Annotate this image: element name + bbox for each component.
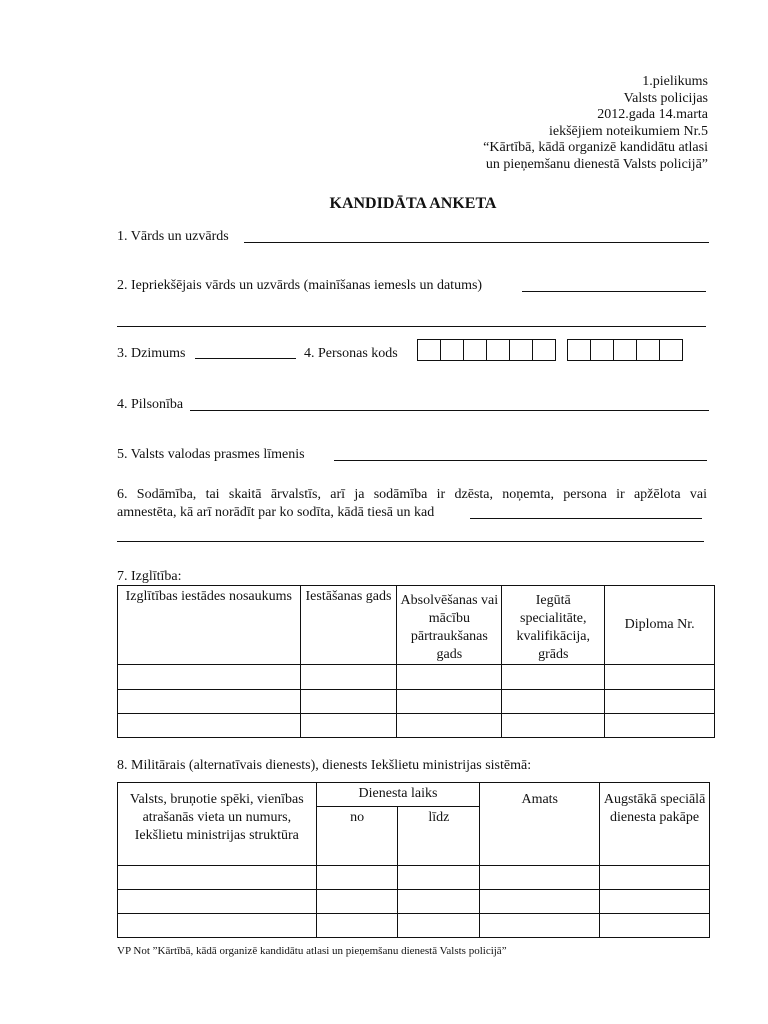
table-cell[interactable] [398, 914, 480, 938]
table-cell[interactable] [300, 714, 397, 738]
col-position-header: Amats [480, 783, 600, 866]
table-cell[interactable] [118, 665, 301, 690]
table-cell[interactable] [300, 690, 397, 714]
table-cell[interactable] [316, 866, 398, 890]
education-label: 7. Izglītība: [117, 569, 182, 584]
table-row [118, 866, 710, 890]
col-from-header: no [316, 807, 398, 866]
col-to-header: līdz [398, 807, 480, 866]
table-cell[interactable] [502, 690, 605, 714]
code-digit-box[interactable] [636, 339, 660, 361]
prev-name-label: 2. Iepriekšējais vārds un uzvārds (mainīšanas iemesls un datums) [117, 278, 483, 293]
col-diploma-header: Diploma Nr. [605, 586, 715, 665]
header-line: 1.pielikums [642, 74, 708, 89]
education-header-row [118, 586, 715, 665]
table-row [118, 714, 715, 738]
table-row [118, 665, 715, 690]
code-digit-box[interactable] [486, 339, 510, 361]
table-cell[interactable] [605, 714, 715, 738]
table-cell[interactable] [300, 665, 397, 690]
table-cell[interactable] [397, 714, 502, 738]
table-cell[interactable] [398, 866, 480, 890]
education-table [117, 585, 715, 738]
table-cell[interactable] [398, 890, 480, 914]
table-cell[interactable] [480, 866, 600, 890]
code-digit-box[interactable] [440, 339, 464, 361]
table-cell[interactable] [118, 890, 317, 914]
header-line: iekšējiem noteikumiem Nr.5 [548, 123, 708, 139]
conviction-field[interactable] [470, 518, 702, 519]
table-cell[interactable] [502, 714, 605, 738]
code-digit-box[interactable] [659, 339, 683, 361]
table-cell[interactable] [118, 866, 317, 890]
table-cell[interactable] [316, 890, 398, 914]
code-digit-box[interactable] [532, 339, 556, 361]
name-field[interactable] [244, 242, 709, 243]
table-cell[interactable] [502, 665, 605, 690]
personal-code-part1 [418, 339, 556, 361]
military-header-row [118, 783, 710, 807]
table-cell[interactable] [480, 890, 600, 914]
table-row [118, 914, 710, 938]
code-digit-box[interactable] [463, 339, 487, 361]
birth-field[interactable] [195, 358, 296, 359]
citizenship-field[interactable] [190, 410, 709, 411]
conviction-field-2[interactable] [117, 541, 704, 542]
table-cell[interactable] [316, 914, 398, 938]
language-field[interactable] [334, 460, 707, 461]
header-line: un pieņemšanu dienestā Valsts policijā” [485, 156, 708, 172]
language-label: 5. Valsts valodas prasmes līmenis [117, 447, 305, 462]
code-digit-box[interactable] [567, 339, 591, 361]
header-line: Valsts policijas [623, 90, 708, 106]
personal-code-part2 [568, 339, 683, 361]
table-cell[interactable] [605, 665, 715, 690]
military-table [117, 782, 710, 938]
table-row [118, 890, 710, 914]
conviction-label-line2: amnestēta, kā arī norādīt par ko sodīta, kādā tiesā un kad [117, 505, 435, 520]
birth-label: 3. Dzimums [117, 346, 186, 361]
code-digit-box[interactable] [417, 339, 441, 361]
table-cell[interactable] [480, 914, 600, 938]
code-digit-box[interactable] [509, 339, 533, 361]
military-label: 8. Militārais (alternatīvais dienests), dienests Iekšlietu ministrijas sistēmā: [117, 758, 532, 773]
col-specialty-header: Iegūtā specialitāte, kvalifikācija, grāds [502, 586, 605, 665]
footer-note: VP Not ”Kārtībā, kādā organizē kandidātu atlasi un pieņemšanu dienestā Valsts policijā” [117, 945, 507, 957]
col-state-header: Valsts, bruņotie spēki, vienības atrašanās vieta un numurs, Iekšlietu ministrijas struktūra [118, 783, 317, 866]
table-cell[interactable] [605, 690, 715, 714]
prev-name-field-2[interactable] [117, 326, 706, 327]
col-graduation-header: Absolvēšanas vai mācību pārtraukšanas gads [397, 586, 502, 665]
prev-name-field[interactable] [522, 291, 706, 292]
col-service-period-header: Dienesta laiks [316, 783, 480, 807]
col-rank-header: Augstākā speciālā dienesta pakāpe [600, 783, 710, 866]
table-cell[interactable] [600, 890, 710, 914]
table-cell[interactable] [118, 714, 301, 738]
code-digit-box[interactable] [590, 339, 614, 361]
table-row [118, 690, 715, 714]
citizenship-label: 4. Pilsonība [117, 397, 184, 412]
name-label: 1. Vārds un uzvārds [117, 229, 229, 244]
table-cell[interactable] [118, 914, 317, 938]
table-cell[interactable] [600, 914, 710, 938]
personal-code-label: 4. Personas kods [304, 346, 398, 361]
header-line: “Kārtībā, kādā organizē kandidātu atlasi [483, 140, 708, 155]
form-title: KANDIDĀTA ANKETA [329, 195, 497, 212]
code-digit-box[interactable] [613, 339, 637, 361]
table-cell[interactable] [600, 866, 710, 890]
col-institution-header: Izglītības iestādes nosaukums [118, 586, 301, 665]
annex-header [483, 74, 708, 173]
table-cell[interactable] [118, 690, 301, 714]
col-enrollment-header: Iestāšanas gads [300, 586, 397, 665]
conviction-label-line1: 6. Sodāmība, tai skaitā ārvalstīs, arī ja sodāmība ir dzēsta, noņemta, persona ir apžēlota vai [117, 487, 707, 502]
table-cell[interactable] [397, 665, 502, 690]
table-cell[interactable] [397, 690, 502, 714]
header-line: 2012.gada 14.marta [597, 107, 708, 122]
